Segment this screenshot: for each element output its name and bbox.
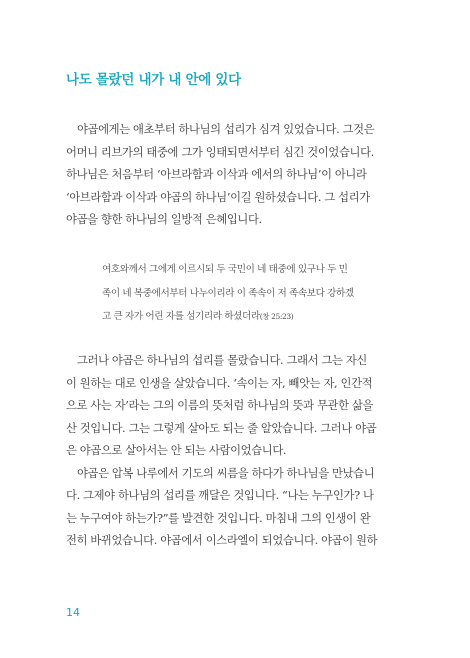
scripture-reference: (창 25:23) bbox=[259, 312, 294, 321]
text-line: 어머니 리브가의 태중에 그가 잉태되면서부터 심긴 것이었습니다. bbox=[66, 145, 374, 159]
body-paragraph bbox=[66, 350, 406, 553]
page-number: 14 bbox=[66, 606, 80, 619]
text-line: 야곱은 압복 나루에서 기도의 씨름을 하다가 하나님을 만났습니 bbox=[66, 466, 375, 480]
text-line: 이 원하는 대로 인생을 살았습니다. ‘속이는 자, 빼앗는 자, 인간적 bbox=[66, 376, 373, 390]
text-line: 은 야곱으로 살아서는 안 되는 사람이었습니다. bbox=[66, 444, 287, 457]
quote-line: 족이 네 복중에서부터 나누이리라 이 족속이 저 족속보다 강하겠 bbox=[102, 287, 354, 299]
text-line: 전히 바뀌었습니다. 야곱에서 이스라엘이 되었습니다. 야곱이 원하 bbox=[66, 534, 378, 547]
text-line: 다. 그제야 하나님의 섭리를 깨달은 것입니다. “나는 누구인가? 나 bbox=[66, 489, 374, 502]
text-line: 야곱을 향한 하나님의 일방적 은혜입니다. bbox=[66, 213, 262, 226]
text-line: 야곱에게는 애초부터 하나님의 섭리가 심겨 있었습니다. 그것은 bbox=[66, 123, 375, 136]
text-line: 하나님은 처음부터 ‘아브라함과 이삭과 에서의 하나님’이 아니라 bbox=[66, 168, 367, 181]
quote-line bbox=[102, 305, 398, 329]
scripture-quote bbox=[102, 258, 398, 329]
text-line: 으로 사는 자’라는 그의 이름의 뜻처럼 하나님의 뜻과 무관한 삶을 bbox=[66, 399, 374, 412]
text-line: 그러나 야곱은 하나님의 섭리를 몰랐습니다. 그래서 그는 자신 bbox=[66, 354, 367, 367]
text-line: 산 것입니다. 그는 그렇게 살아도 되는 줄 알았습니다. 그러나 야곱 bbox=[66, 421, 377, 435]
intro-paragraph bbox=[66, 119, 406, 232]
quote-line: 여호와께서 그에게 이르시되 두 국민이 네 태중에 있구나 두 민 bbox=[102, 264, 348, 275]
text-line: 는 누구여야 하는가?”를 발견한 것입니다. 마침내 그의 인생이 완 bbox=[66, 511, 371, 525]
text-line: ‘아브라함과 이삭과 야곱의 하나님’이길 원하셨습니다. 그 섭리가 bbox=[66, 190, 370, 204]
section-heading: 나도 몰랐던 내가 내 안에 있다 bbox=[66, 72, 241, 88]
quote-line-text: 고 큰 자가 어린 자를 섬기리라 하셨더라 bbox=[102, 311, 260, 322]
